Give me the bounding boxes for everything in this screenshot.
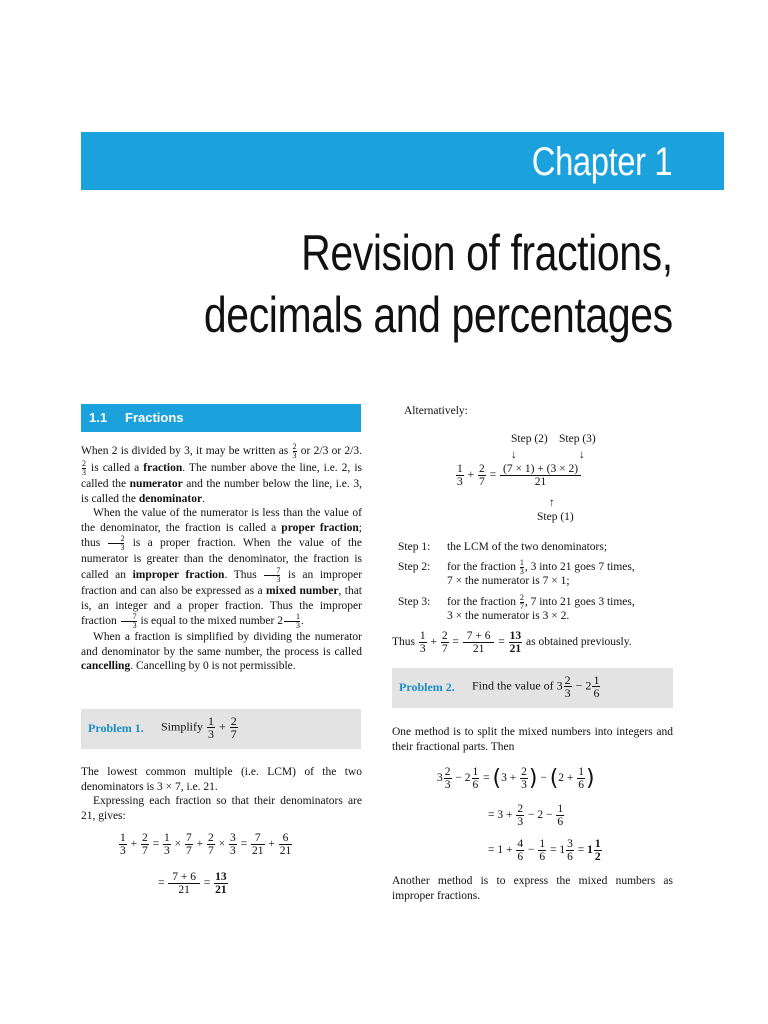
problem-1-label: Problem 1. [88,721,144,735]
fractions-text [81,443,362,674]
chapter-title-line-1: Revision of fractions, [301,225,673,281]
problem-2-box [392,668,673,708]
up-arrow-icon: ↑ [549,497,555,509]
alternatively-label: Alternatively: [404,405,468,417]
down-arrow-icon: ↓ [579,449,585,461]
section-name: Fractions [125,410,184,425]
chapter-title [204,222,673,346]
step-2-text: for the fraction $\frac{1}{3}$ , 3 into 21 goes 7 times, [447,558,635,576]
problem-1-equation-line-1: $\frac{1}{3}$ + $\frac{2}{7}$ = $\frac{1}{3}$ × $\frac{7}{7}$ + $\frac{2}{7}$ × $\frac{3}{3}$ = $\frac{7}{21}$ + $\frac{6}{21}$ [120,832,292,857]
intro-paragraph: When 2 is divided by 3, it may be written as $\frac{2}{3}$ or 2/3 or 2/3. $\frac{2}{3}$ is called a fraction. The number above the line, i.e. 2, is called the numerator and the number below the line, i.e. 3, is called the denominator. [81,442,362,505]
step-3-label: Step 3: [398,596,431,608]
alternative-equation: $\frac{1}{3}$ + $\frac{2}{7}$ = $\frac{(7 \times 1) + (3 \times 2)}{21}$ [455,463,582,488]
lcm-text [81,765,362,823]
step-3-marker: Step (3) [559,433,596,445]
expressing-paragraph: Expressing each fraction so that their denominators are 21, gives: [81,795,362,822]
chapter-title-line-2: decimals and percentages [204,287,673,343]
step-3-text-line-2: 3 × the numerator is 3 × 2. [447,610,570,622]
thus-equation: Thus $\frac{1}{3}$ + $\frac{2}{7}$ = $\frac{7 + 6}{21}$ = $\frac{13}{21}$ as obtained previously. [392,630,632,655]
problem-1-box [81,709,361,749]
down-arrow-icon: ↓ [511,449,517,461]
step-2-marker: Step (2) [511,433,548,445]
method-2-text: Another method is to express the mixed numbers as improper fractions. [392,875,673,902]
step-2-label: Step 2: [398,561,431,573]
proper-paragraph: When the value of the numerator is less than the value of the denominator, the fraction is called a proper fraction; thus $\frac{2}{3}$ is a proper fraction. When the value of the numerator is greater than the denominator, the fraction is called an improper fraction. Thus $\frac{7}{3}$ is an improper fraction and can also be expressed as a mixed number, that is, an integer and a proper fraction. Thus the improper fraction $\frac{7}{3}$ is equal to the mixed number 2 $\frac{1}{3}$ . [81,507,363,631]
problem-2-equation-line-2: = 3 + $\frac{2}{3}$ − 2 − $\frac{1}{6}$ [488,803,564,828]
cancelling-paragraph: When a fraction is simplified by dividing the numerator and denominator by the same number, the process is called cancelling. Cancelling by 0 is not permissible. [81,631,362,673]
chapter-label: Chapter 1 [531,140,672,184]
lcm-paragraph: The lowest common multiple (i.e. LCM) of the two denominators is 3 × 7, i.e. 21. [81,766,362,793]
step-1-marker: Step (1) [537,511,574,523]
step-1-label: Step 1: [398,541,431,553]
problem-2-equation-line-1: 3 $\frac{2}{3}$ − 2 $\frac{1}{6}$ = (3 + $\frac{2}{3}$ ) − (2 + $\frac{1}{6}$ ) [437,766,595,791]
problem-1-text: Simplify $\frac{1}{3}$ + $\frac{2}{7}$ [161,714,237,741]
problem-2-text: Find the value of 3 $\frac{2}{3}$ − 2 $\frac{1}{6}$ [472,673,600,700]
step-3-text: for the fraction $\frac{2}{7}$ , 7 into 21 goes 3 times, [447,593,635,611]
problem-2-label: Problem 2. [399,680,455,694]
problem-1-equation-line-2: = $\frac{7 + 6}{21}$ = $\frac{13}{21}$ [158,871,227,896]
step-2-text-line-2: 7 × the numerator is 7 × 1; [447,575,570,587]
section-number: 1.1 [89,410,108,425]
method-1-text: One method is to split the mixed numbers into integers and their fractional parts. Then [392,726,673,753]
step-1-text: the LCM of the two denominators; [447,541,608,553]
chapter-banner [81,132,724,190]
section-heading [81,404,361,432]
problem-2-equation-line-3: = 1 + $\frac{4}{6}$ − $\frac{1}{6}$ = 1 $\frac{3}{6}$ = 1 $\frac{1}{2}$ [488,838,601,863]
